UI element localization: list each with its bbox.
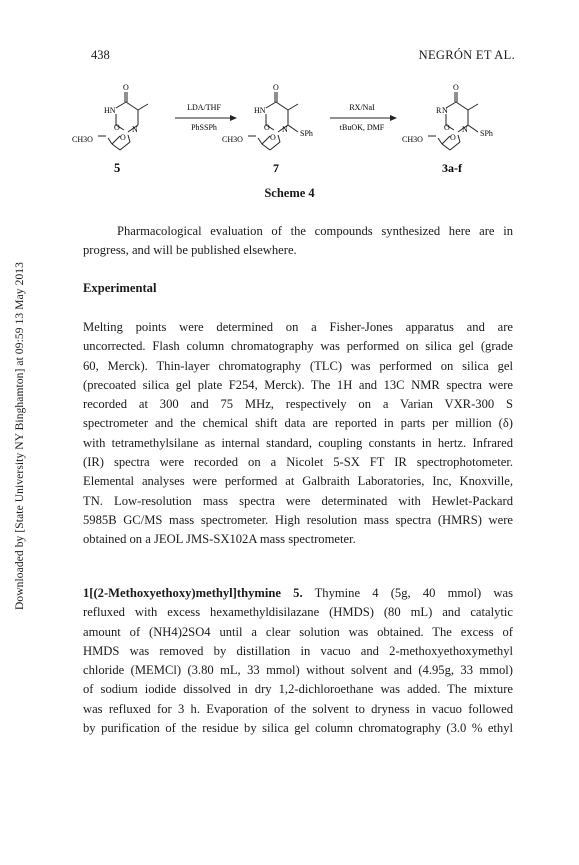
arrow2-reagent-top: RX/NaI — [349, 103, 375, 112]
pharmacology-paragraph — [83, 222, 513, 261]
scheme-title: Scheme 4 — [264, 186, 315, 200]
text-line: uncorrected. Flash column chromatography was performed on silica gel (grade — [83, 339, 513, 354]
text-line: with tetramethylsilane as internal standard, coupling constants in hertz. Infrared — [83, 435, 513, 450]
text-line — [83, 584, 513, 603]
reaction-scheme — [72, 80, 530, 200]
text-line: TN. Low-resolution mass spectra were determinated with Hewlet-Packard — [83, 493, 513, 508]
compound-label-3a-f: 3a-f — [442, 161, 462, 175]
text-line: 60, Merck). Thin-layer chromatography (TLC) was performed on silica gel — [83, 358, 513, 373]
atom-n: N — [282, 125, 288, 134]
atom-n: N — [442, 106, 448, 115]
atom-o: O — [120, 133, 126, 142]
text-line: (IR) spectra were recorded on a Nicolet 5-SX FT IR spectrophotometer. — [83, 455, 513, 470]
atom-ch3o: CH3O — [72, 135, 93, 144]
arrow1-reagent-top: LDA/THF — [187, 103, 221, 112]
arrow1-reagent-bottom: PhSSPh — [191, 123, 217, 132]
compound-label-7: 7 — [273, 161, 279, 175]
atom-ch3o: CH3O — [222, 135, 243, 144]
atom-hn: HN — [254, 106, 266, 115]
text-line: refluxed with excess hexamethyldisilazane (HMDS) (80 mL) and catalytic — [83, 605, 513, 620]
download-watermark: Downloaded by [State University NY Binghamton] at 09:59 13 May 2013 — [14, 261, 26, 611]
text-line: amount of (NH4)2SO4 until a clear solution was obtained. The excess of — [83, 624, 513, 639]
text-line: Melting points were determined on a Fisher-Jones apparatus and are — [83, 320, 513, 334]
atom-o: O — [450, 133, 456, 142]
text-run: Thymine 4 (5g, 40 mmol) was — [302, 586, 514, 600]
running-head: NEGRÓN ET AL. — [418, 48, 515, 62]
compound-heading: 1[(2-Methoxyethoxy)methyl]thymine 5. — [83, 586, 303, 600]
atom-sph: SPh — [480, 129, 493, 138]
text-line: by purification of the residue by silica gel column chromatography (3.0 % ethyl — [83, 721, 513, 736]
text-line: (precoated silica gel plate F254, Merck). The 1H and 13C NMR spectra were — [83, 377, 513, 392]
text-line: spectrometer and the chemical shift data are reported in parts per million (δ) — [83, 416, 513, 431]
atom-o: O — [270, 133, 276, 142]
atom-r: R — [436, 106, 442, 115]
experimental-paragraph — [83, 318, 513, 550]
atom-n: N — [462, 125, 468, 134]
atom-ch3o: CH3O — [402, 135, 423, 144]
text-line: obtained on a JEOL JMS-SX102A mass spectrometer. — [83, 532, 356, 547]
atom-o: O — [273, 83, 279, 92]
atom-o: O — [114, 123, 120, 132]
atom-o: O — [123, 83, 129, 92]
text-line: 5985B GC/MS mass spectrometer. High resolution mass spectra (HMRS) were — [83, 512, 513, 527]
atom-o: O — [264, 123, 270, 132]
text-line: recorded at 300 and 75 MHz, respectively on a Varian VXR-300 S — [83, 397, 513, 412]
atom-o: O — [453, 83, 459, 92]
text-line: chloride (MEMCl) (3.80 mL, 33 mmol) without solvent and (4.95g, 33 mmol) — [83, 663, 513, 678]
text-line: was refluxed for 3 h. Evaporation of the solvent to dryness in vacuo followed — [83, 701, 513, 716]
arrow2-reagent-bottom: tBuOK, DMF — [339, 123, 385, 132]
text-line: Elemental analyses were performed at Galbraith Laboratories, Inc, Knoxville, — [83, 474, 513, 489]
text-line: progress, and will be published elsewhere. — [83, 243, 297, 258]
atom-n: N — [132, 125, 138, 134]
atom-sph: SPh — [300, 129, 313, 138]
atom-o: O — [444, 123, 450, 132]
page-number: 438 — [91, 48, 110, 62]
text-line: of sodium iodide dissolved in dry 1,2-dichloroethane was added. The mixture — [83, 682, 513, 697]
atom-hn: HN — [104, 106, 116, 115]
compound-label-5: 5 — [114, 161, 121, 175]
compound-paragraph — [83, 584, 513, 738]
section-heading-experimental: Experimental — [83, 281, 157, 295]
text-line: Pharmacological evaluation of the compounds synthesized here are in — [117, 224, 513, 238]
text-line: HMDS was removed by distillation in vacuo and 2-methoxyethoxymethyl — [83, 643, 513, 658]
